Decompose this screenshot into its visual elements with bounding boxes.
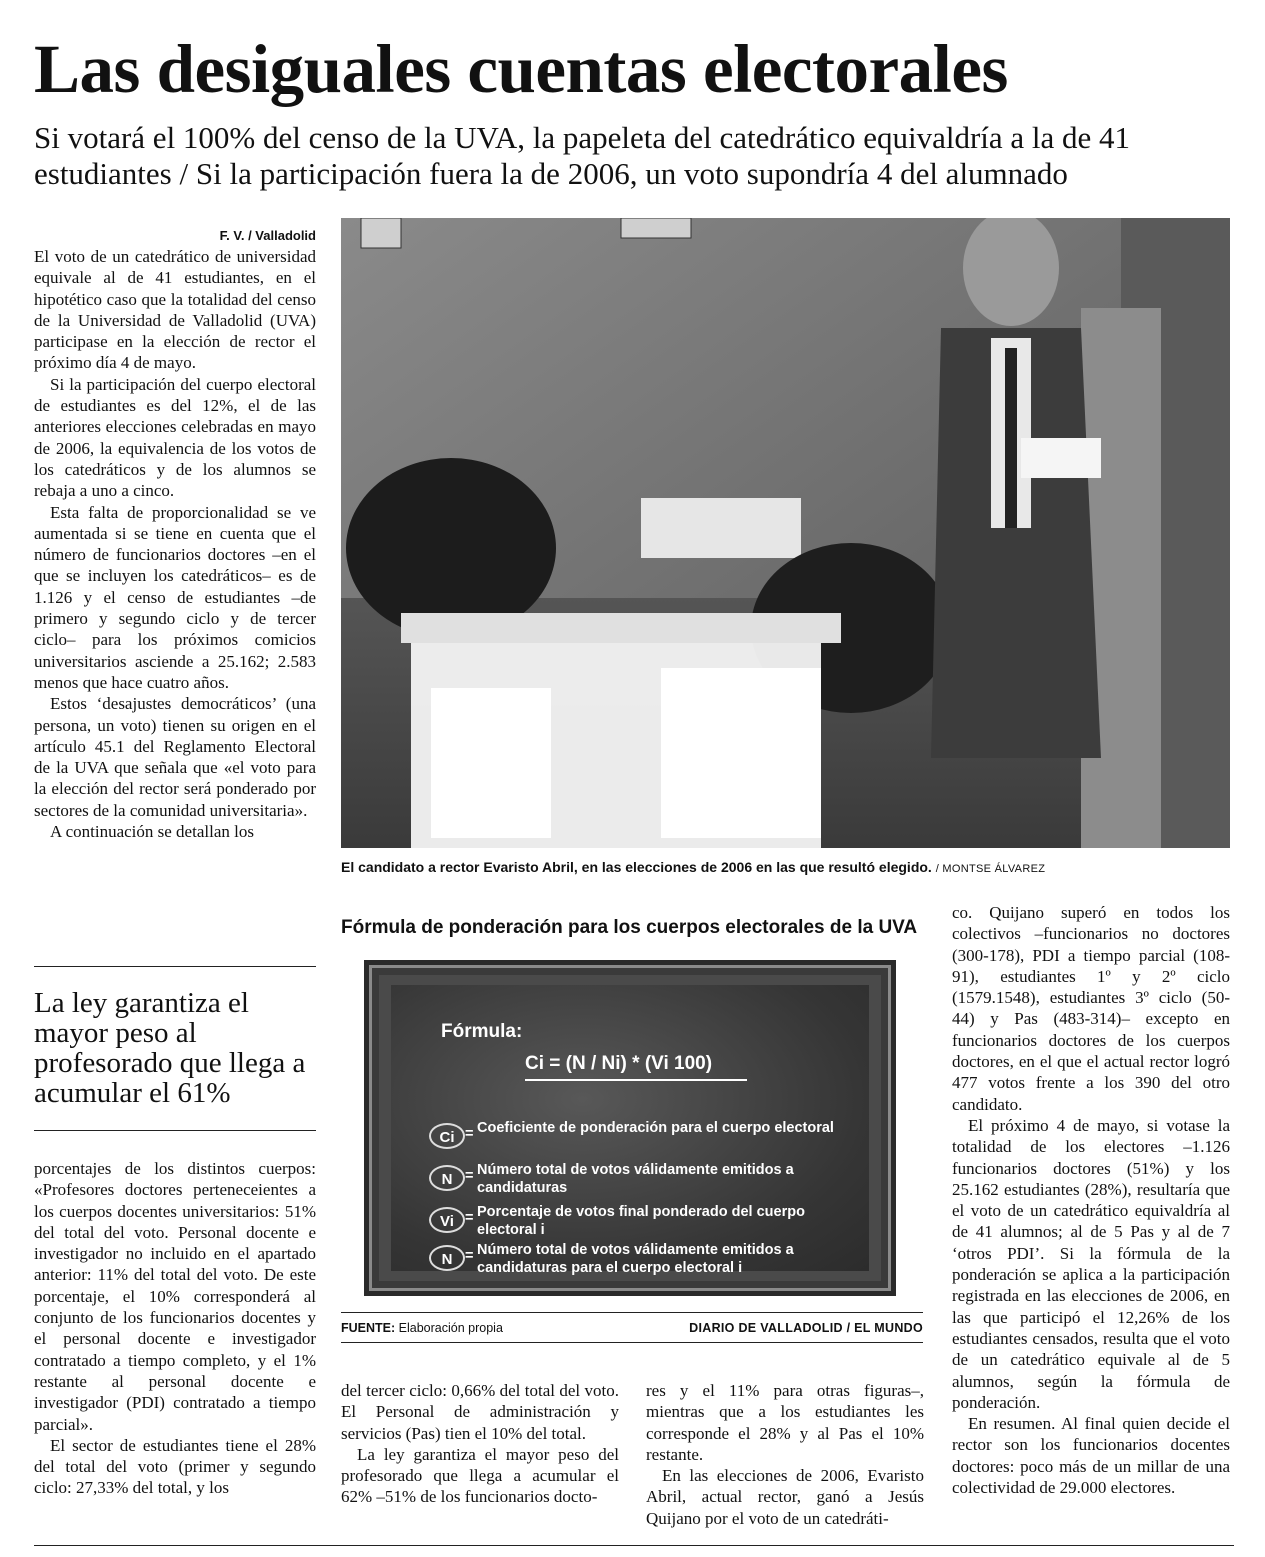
byline: F. V. / Valladolid	[219, 228, 316, 243]
formula-underline	[525, 1079, 747, 1081]
board-surface	[391, 985, 869, 1276]
paragraph: co. Quijano superó en todos los colectivos –funcionarios no doctores (300-178), PDI a tiempo parcial (108-91), estudiantes 1º y 2º ciclo (1579.1548), estudiantes 3º ciclo (50-44) y Pas (483-314)– excepto en funcionarios doctores de los cuerpos doctores, en el que el actual rector logró 477 votos frente a los 390 del otro candidato.	[952, 903, 1230, 1114]
subheadline: Si votará el 100% del censo de la UVA, la papeleta del catedrático equivaldría a la de 41 estudiantes / Si la participación fuera la de 2006, un voto supondría 4 del alumnado	[34, 120, 1131, 191]
publisher-credit: DIARIO DE VALLADOLID / EL MUNDO	[689, 1321, 923, 1335]
pull-quote: La ley garantiza el mayor peso al profesorado que llega a acumular el 61%	[34, 987, 306, 1109]
equals-sign: =	[465, 1248, 474, 1264]
paragraph: En las elecciones de 2006, Evaristo Abril, actual rector, ganó a Jesús Quijano por el voto de un catedráti-	[646, 1466, 924, 1528]
paragraph: A continuación se detallan los	[50, 822, 254, 842]
legend-text: Número total de votos válidamente emitidos a candidaturas	[477, 1162, 794, 1196]
equals-sign: =	[465, 1210, 474, 1226]
divider	[341, 1312, 923, 1313]
paragraph: Estos ‘desajustes democráticos’ (una persona, un voto) tienen su origen en el artículo 45.1 del Reglamento Electoral de la UVA que señala que «el voto para la elección del rector será ponderado por sectores de la comunidad universitaria».	[34, 694, 316, 820]
news-photo	[341, 218, 1230, 848]
photo-illustration	[341, 218, 1230, 848]
article-column-2-bottom	[341, 1380, 619, 1508]
paragraph: Si la participación del cuerpo electoral de estudiantes es del 12%, el de las anteriores elecciones celebradas en mayo de 2006, la equivalencia de los votos de los catedráticos y de los alumnos se rebaja a uno a cinco.	[34, 374, 316, 501]
paragraph: En resumen. Al final quien decide el rector son los funcionarios docentes doctores: poco más de un millar de una colectividad de 29.000 electores.	[952, 1414, 1230, 1498]
legend-text: Número total de votos válidamente emitidos a candidaturas para el cuerpo electoral i	[477, 1242, 794, 1276]
paragraph: La ley garantiza el mayor peso del profesorado que llega a acumular el 62% –51% de los funcionarios docto-	[341, 1444, 619, 1507]
article-column-4	[952, 902, 1230, 1498]
source-text: Elaboración propia	[398, 1321, 503, 1335]
paragraph: El sector de estudiantes tiene el 28% del total del voto (primer y segundo ciclo: 27,33% del total, y los	[34, 1435, 316, 1498]
divider	[341, 1342, 923, 1343]
legend-item	[429, 1203, 869, 1243]
legend-text: Porcentaje de votos final ponderado del cuerpo electoral i	[477, 1204, 805, 1238]
article-column-1-bottom	[34, 1158, 316, 1499]
legend-item	[429, 1241, 869, 1281]
equals-sign: =	[465, 1168, 474, 1184]
photo-credit: / MONTSE ÁLVAREZ	[935, 863, 1046, 875]
paragraph: porcentajes de los distintos cuerpos: «Profesores doctores perteneceientes a los cuerpos docentes universitarios: 51% del total del voto. Personal docente e investigador no incluido en el apartado anterior: 11% del total del voto. De este porcentaje, el 10% corresponderá al conjunto de los funcionarios docentes y el personal docente e investigador contratado a tiempo completo, y el 1% restante al personal docente e investigador (PDI) contratado a tiempo parcial».	[34, 1159, 316, 1434]
legend-item	[429, 1161, 869, 1201]
formula-label: Fórmula:	[441, 1021, 523, 1042]
caption-text: El candidato a rector Evaristo Abril, en las elecciones de 2006 en las que resultó elegido.	[341, 859, 932, 875]
headline: Las desiguales cuentas electorales	[34, 31, 1008, 107]
legend-symbol: N	[429, 1165, 465, 1191]
legend-symbol: Ci	[429, 1123, 465, 1149]
legend-item	[429, 1119, 869, 1159]
paragraph: El voto de un catedrático de universidad equivale al de 41 estudiantes, en el hipotético caso que la totalidad del censo de la Universidad de Valladolid (UVA) participase en la elección de rector el próximo día 4 de mayo.	[34, 247, 316, 373]
graphic-title: Fórmula de ponderación para los cuerpos electorales de la UVA	[341, 917, 918, 938]
article-column-3-bottom	[646, 1380, 924, 1529]
divider	[34, 966, 316, 967]
bottom-rule	[34, 1545, 1234, 1546]
formula: Ci = (N / Ni) * (Vi 100)	[525, 1053, 713, 1074]
paragraph: El próximo 4 de mayo, si votase la totalidad de los electores –1.126 funcionarios doctores (51%) y los 25.162 estudiantes (28%), resultaría que el voto de un catedrático equivaldría al de 41 alumnos; al de 5 Pas y al de 7 ‘otros PDI’. Si la fórmula de la ponderación se aplica a la participación registrada en las elecciones de 2006, en las que participó el 12,26% de los estudiantes censados, resulta que el voto de un catedrático equivale al de 5 alumnos, según la fórmula de ponderación.	[952, 1115, 1230, 1412]
legend-symbol: Vi	[429, 1207, 465, 1233]
graphic-source	[341, 1320, 923, 1336]
paragraph: res y el 11% para otras figuras–, mientras que a los estudiantes les corresponde el 28% y al Pas el 10% restante.	[646, 1381, 924, 1464]
equals-sign: =	[465, 1126, 474, 1142]
legend-symbol: N	[429, 1245, 465, 1271]
legend-text: Coeficiente de ponderación para el cuerpo electoral	[477, 1120, 834, 1136]
photo-caption	[341, 858, 1230, 878]
source-label: FUENTE:	[341, 1321, 396, 1335]
divider	[34, 1130, 316, 1131]
paragraph: Esta falta de proporcionalidad se ve aumentada si se tiene en cuenta que el número de funcionarios doctores –en el que se incluyen los catedráticos– es de 1.126 y el censo de estudiantes –de primero y segundo ciclo y de tercer ciclo– para los próximos comicios universitarios asciende a 25.162; 2.583 menos que hace cuatro años.	[34, 502, 316, 692]
formula-board	[364, 960, 896, 1296]
article-column-1	[34, 226, 316, 842]
paragraph: del tercer ciclo: 0,66% del total del voto. El Personal de administración y servicios (Pas) tien el 10% del total.	[341, 1381, 619, 1443]
